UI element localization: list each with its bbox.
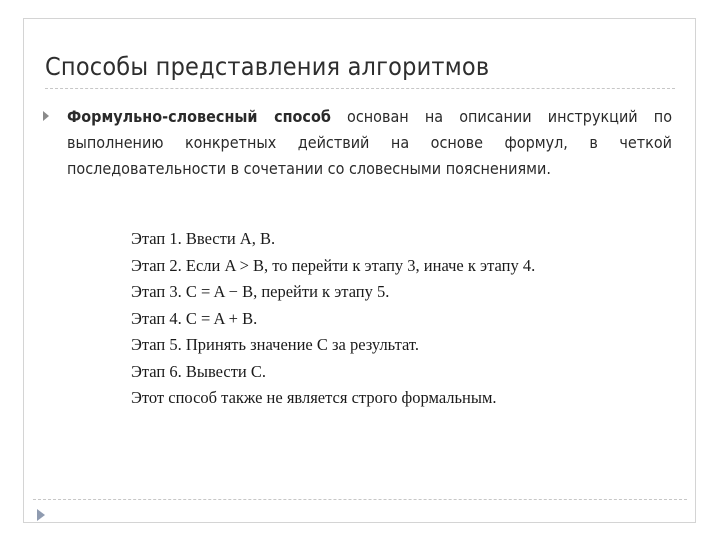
bullet-bold-lead: Формульно-словесный способ (67, 107, 331, 126)
step-line: Этап 6. Вывести C. (131, 361, 267, 381)
step-line: Этап 3. C = A − B, перейти к этапу 5. (131, 282, 390, 301)
step-line: Этап 2. Если A > B, то перейти к этапу 3, иначе к этапу 4. (131, 255, 536, 275)
step-line: Этап 4. C = A + B. (131, 308, 258, 328)
step-note: Этот способ также не является строго формальным. (131, 388, 497, 407)
title-divider (45, 88, 675, 89)
triangle-bullet-icon (43, 111, 49, 121)
step-line: Этап 1. Ввести A, B. (131, 229, 276, 248)
algorithm-steps (131, 226, 535, 412)
step-line: Этап 5. Принять значение C за результат. (131, 335, 419, 354)
footer-divider (33, 499, 687, 500)
slide-title: Способы представления алгоритмов (45, 52, 490, 81)
next-slide-arrow-icon[interactable] (37, 509, 45, 521)
bullet-text: основан на описании инструкций по выполнению конкретных действий на основе формул, в четкой последовательности в сочетании со словесными пояснениями. (67, 107, 673, 178)
bullet-paragraph (67, 104, 672, 182)
